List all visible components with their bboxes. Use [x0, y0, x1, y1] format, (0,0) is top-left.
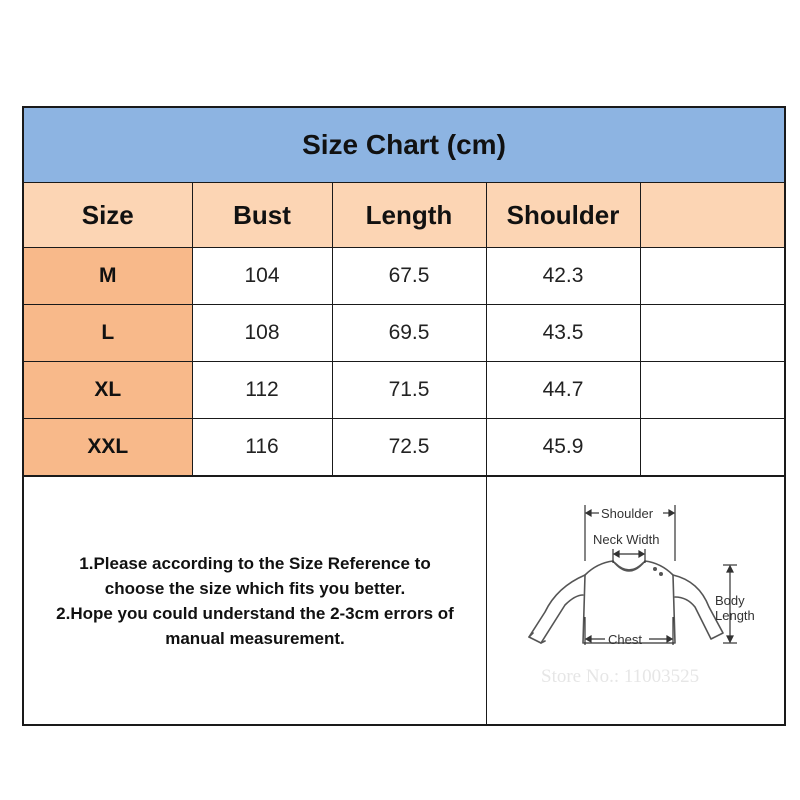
table-row: [24, 248, 784, 305]
length-cell: 67.5: [332, 248, 486, 305]
note-line: manual measurement.: [165, 629, 345, 648]
chart-title: Size Chart (cm): [24, 108, 784, 183]
length-cell: 69.5: [332, 305, 486, 362]
table-row: [24, 305, 784, 362]
length-cell: 71.5: [332, 362, 486, 419]
table-row: [24, 362, 784, 419]
button-icon: [653, 567, 657, 571]
size-cell: XL: [24, 362, 192, 419]
shoulder-cell: 42.3: [486, 248, 640, 305]
bust-cell: 104: [192, 248, 332, 305]
sweater-outline-icon: [529, 561, 723, 643]
neck-width-label: Neck Width: [593, 532, 660, 547]
shoulder-cell: 44.7: [486, 362, 640, 419]
size-table: [24, 183, 784, 476]
measurement-diagram: [487, 477, 784, 725]
header-length: Length: [332, 183, 486, 248]
size-cell: XXL: [24, 419, 192, 476]
size-chart: [22, 106, 786, 726]
size-notes: [24, 477, 487, 725]
body-label: Body: [715, 593, 745, 608]
info-section: [24, 476, 784, 725]
bust-cell: 108: [192, 305, 332, 362]
table-row: [24, 419, 784, 476]
empty-cell: [640, 362, 784, 419]
bust-cell: 112: [192, 362, 332, 419]
header-row: [24, 183, 784, 248]
button-icon: [659, 572, 663, 576]
chest-label: Chest: [608, 632, 642, 647]
shoulder-cell: 43.5: [486, 305, 640, 362]
bust-cell: 116: [192, 419, 332, 476]
empty-cell: [640, 248, 784, 305]
header-empty: [640, 183, 784, 248]
header-size: Size: [24, 183, 192, 248]
neck-measure-icon: [613, 549, 645, 563]
length-cell: 72.5: [332, 419, 486, 476]
empty-cell: [640, 305, 784, 362]
header-bust: Bust: [192, 183, 332, 248]
header-shoulder: Shoulder: [486, 183, 640, 248]
size-cell: M: [24, 248, 192, 305]
sweater-illustration: [487, 477, 784, 725]
note-line: 1.Please according to the Size Reference to: [79, 554, 431, 573]
note-line: 2.Hope you could understand the 2-3cm errors of: [56, 604, 454, 623]
empty-cell: [640, 419, 784, 476]
shoulder-label: Shoulder: [601, 506, 654, 521]
length-label: Length: [715, 608, 755, 623]
shoulder-cell: 45.9: [486, 419, 640, 476]
note-line: choose the size which fits you better.: [104, 579, 406, 598]
store-watermark: Store No.: 11003525: [541, 666, 700, 687]
size-cell: L: [24, 305, 192, 362]
